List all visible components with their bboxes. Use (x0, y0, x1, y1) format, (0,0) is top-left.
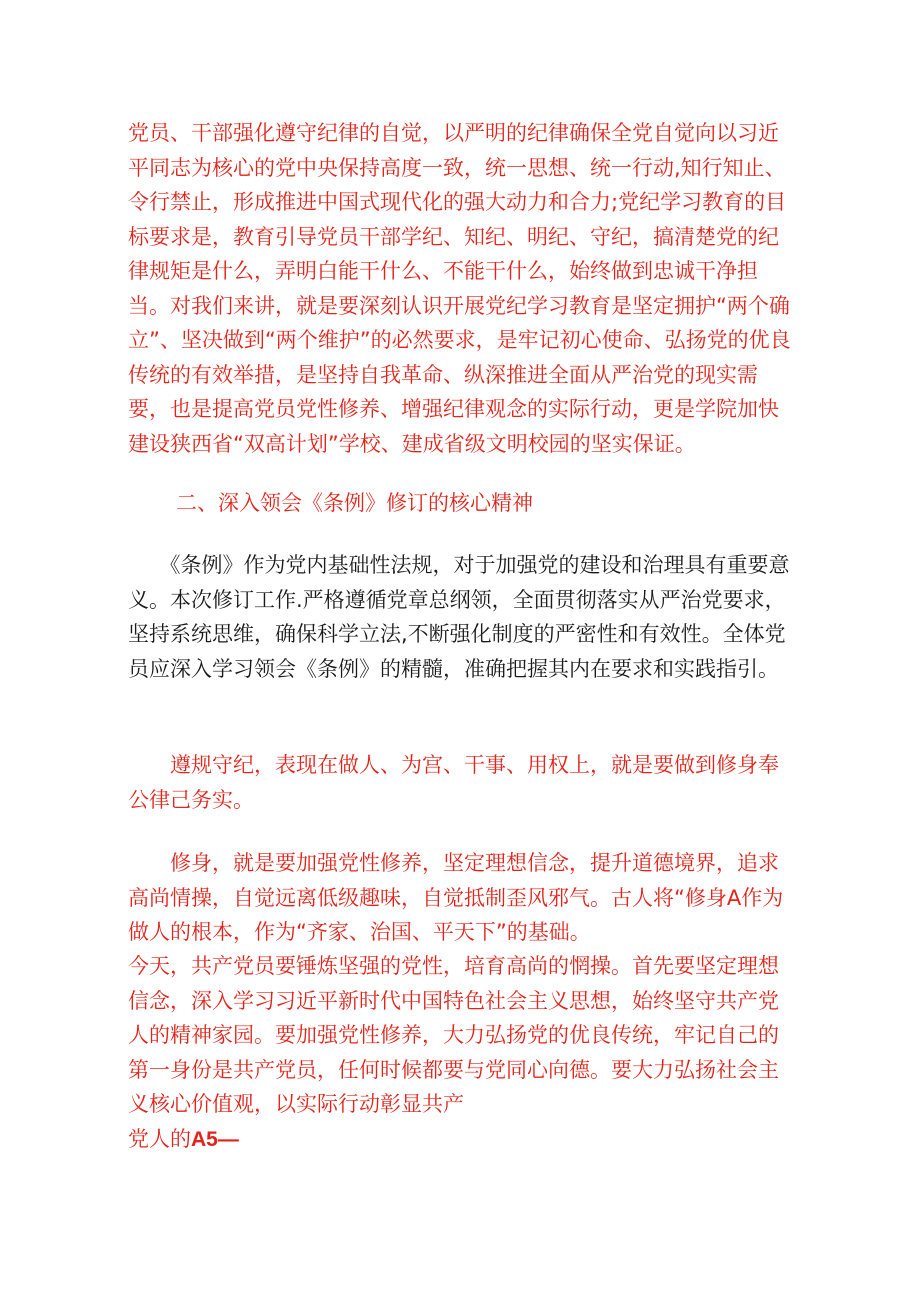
paragraph-regulation-significance: 《条例》作为党内基础性法规，对于加强党的建设和治理具有重要意义。本次修订工作.严格遵循党章总纲领，全面贯彻落实从严治党要求，坚持系统思维，确保科学立法,不断强化制度的严密性和有效性。全体党员应深入学习领会《条例》的精髓，准确把握其内在要求和实践指引。 (128, 553, 790, 681)
paragraph-self-cultivation: 修身，就是要加强党性修养，坚定理想信念，提升道德境界，追求高尚情操，自觉远离低级趣味，自觉抵制歪风邪气。古人将“修身A作为做人的根本，作为“齐家、治国、平天下”的基础。 (128, 851, 784, 944)
trailing-fragment (128, 1122, 239, 1157)
trailing-fragment-mark: A5— (191, 1128, 239, 1151)
paragraph-today-party-members: 今天，共产党员要锤炼坚强的党性，培育高尚的惘操。首先要坚定理想信念，深入学习习近平新时代中国特色社会主义思想，始终坚守共产党人的精神家园。要加强党性修养，大力弘扬党的优良传统，牢记自己的第一身份是共产党员，任何时候都要与党同心向德。要大力弘扬社会主义核心价值观，以实际行动彰显共产 (128, 954, 779, 1116)
paragraph-discipline-conduct: 遵规守纪，表现在做人、为宫、干事、用权上，就是要做到修身奉公律己务实。 (128, 753, 779, 812)
section-heading: 二、深入领会《条例》修订的核心精神 (176, 491, 533, 515)
trailing-fragment-text: 党人的 (128, 1127, 191, 1151)
paragraph-discipline-goals: 党员、干部强化遵守纪律的自觉，以严明的纪律确保全党自觉向以习近平同志为核心的党中央保持高度一致，统一思想、统一行动,知行知止、令行禁止，形成推进中国式现代化的强大动力和合力;党纪学习教育的目标要求是，教育引导党员干部学纪、知纪、明纪、守纪，搞清楚党的纪律规矩是什么，弄明白能干什么、不能干什么，始终做到忠诚干净担当。对我们来讲，就是要深刻认识开展党纪学习教育是坚定拥护“两个确立”、坚决做到“两个维护”的必然要求，是牢记初心使命、弘扬党的优良传统的有效举措，是坚持自我革命、纵深推进全面从严治党的现实需要，也是提高党员党性修养、增强纪律观念的实际行动，更是学院加快建设狭西省“双高计划”学校、建成省级文明校园的坚实保证。 (128, 121, 791, 456)
